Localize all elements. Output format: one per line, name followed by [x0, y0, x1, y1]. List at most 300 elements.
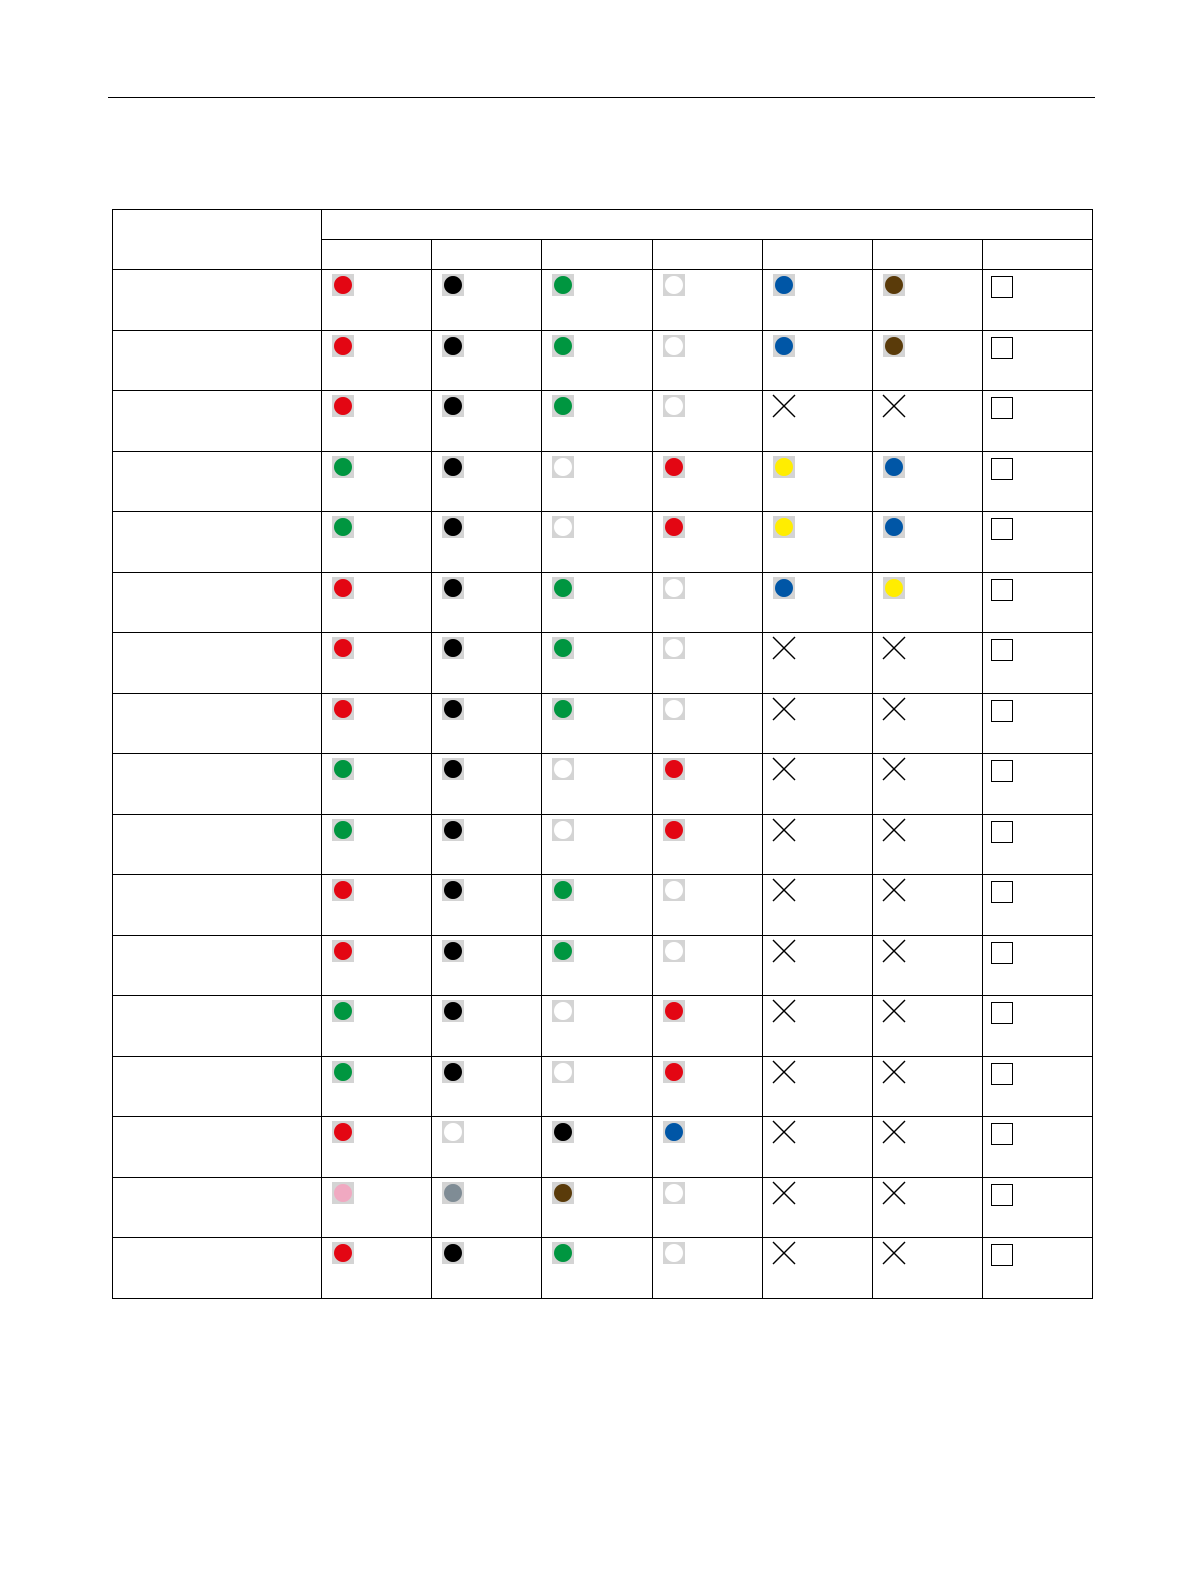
table-cell [542, 391, 652, 452]
black-dot-icon [444, 397, 462, 415]
table-cell [542, 451, 652, 512]
table-cell [652, 1056, 762, 1117]
table-cell[interactable] [982, 330, 1092, 391]
table-cell [872, 391, 982, 452]
white-dot-icon [554, 821, 572, 839]
table-cell [762, 512, 872, 573]
header-group-cell [322, 210, 1093, 240]
red-dot-icon [334, 1244, 352, 1262]
table-row [113, 330, 1093, 391]
blue-dot-icon [665, 1123, 683, 1141]
color-swatch [773, 456, 795, 478]
cross-icon [772, 939, 796, 963]
table-cell [322, 754, 432, 815]
table-cell [872, 572, 982, 633]
table-cell [872, 935, 982, 996]
color-swatch [442, 1121, 464, 1143]
table-cell[interactable] [982, 1117, 1092, 1178]
color-swatch [883, 335, 905, 357]
black-dot-icon [554, 1123, 572, 1141]
color-swatch [552, 940, 574, 962]
checkbox[interactable] [991, 881, 1013, 903]
cross-icon [882, 1120, 906, 1144]
blue-dot-icon [885, 518, 903, 536]
table-cell [542, 754, 652, 815]
green-dot-icon [334, 1063, 352, 1081]
green-dot-icon [554, 1244, 572, 1262]
table-cell [652, 754, 762, 815]
color-swatch [332, 1182, 354, 1204]
white-dot-icon [665, 1184, 683, 1202]
table-cell [872, 754, 982, 815]
color-swatch [663, 637, 685, 659]
table-cell [322, 451, 432, 512]
color-swatch [332, 516, 354, 538]
table-cell [872, 330, 982, 391]
table-cell [322, 633, 432, 694]
table-cell [872, 996, 982, 1057]
table-cell [542, 270, 652, 331]
color-swatch [442, 1061, 464, 1083]
color-swatch [332, 1061, 354, 1083]
red-dot-icon [334, 942, 352, 960]
cross-icon [882, 999, 906, 1023]
color-swatch [442, 1182, 464, 1204]
table-cell [432, 1117, 542, 1178]
black-dot-icon [444, 821, 462, 839]
black-dot-icon [444, 700, 462, 718]
table-cell [432, 572, 542, 633]
table-cell [762, 633, 872, 694]
table-cell[interactable] [982, 512, 1092, 573]
header-col-1 [322, 240, 432, 270]
table-cell [652, 1238, 762, 1299]
table-cell [652, 693, 762, 754]
table-cell [542, 330, 652, 391]
green-dot-icon [554, 579, 572, 597]
table-cell [322, 693, 432, 754]
cross-icon [772, 1181, 796, 1205]
color-swatch [332, 1000, 354, 1022]
table-cell[interactable] [982, 633, 1092, 694]
table-cell [322, 572, 432, 633]
table-cell [322, 1117, 432, 1178]
black-dot-icon [444, 881, 462, 899]
blue-dot-icon [775, 276, 793, 294]
table-cell [432, 935, 542, 996]
table-cell [432, 270, 542, 331]
table-cell [652, 935, 762, 996]
cross-icon [772, 1241, 796, 1265]
table-cell[interactable] [982, 451, 1092, 512]
black-dot-icon [444, 760, 462, 778]
table-cell [762, 996, 872, 1057]
header-col-6 [872, 240, 982, 270]
checkbox[interactable] [991, 639, 1013, 661]
checkbox[interactable] [991, 1244, 1013, 1266]
table-cell [542, 572, 652, 633]
color-swatch [442, 516, 464, 538]
table-row [113, 451, 1093, 512]
checkbox[interactable] [991, 458, 1013, 480]
white-dot-icon [665, 942, 683, 960]
table-cell [542, 633, 652, 694]
table-cell [652, 633, 762, 694]
table-cell [322, 935, 432, 996]
white-dot-icon [665, 579, 683, 597]
checkbox[interactable] [991, 821, 1013, 843]
table-cell [652, 270, 762, 331]
table-cell [432, 996, 542, 1057]
table-cell [542, 875, 652, 936]
table-cell [542, 1056, 652, 1117]
table-cell [542, 935, 652, 996]
red-dot-icon [334, 276, 352, 294]
row-label-cell [113, 512, 322, 573]
color-swatch [552, 698, 574, 720]
white-dot-icon [554, 1063, 572, 1081]
red-dot-icon [334, 397, 352, 415]
color-swatch [332, 758, 354, 780]
brown-dot-icon [885, 276, 903, 294]
checkbox[interactable] [991, 1123, 1013, 1145]
green-dot-icon [334, 458, 352, 476]
table-cell [652, 512, 762, 573]
table-cell [542, 814, 652, 875]
table-row [113, 270, 1093, 331]
color-swatch [552, 335, 574, 357]
cross-icon [882, 939, 906, 963]
table-cell [432, 391, 542, 452]
table-cell [872, 451, 982, 512]
cross-icon [772, 878, 796, 902]
color-swatch [773, 577, 795, 599]
color-swatch [332, 577, 354, 599]
color-swatch [663, 1061, 685, 1083]
grey-dot-icon [444, 1184, 462, 1202]
table-cell [432, 1238, 542, 1299]
table-cell [872, 512, 982, 573]
color-swatch [773, 335, 795, 357]
table-cell [762, 572, 872, 633]
black-dot-icon [444, 276, 462, 294]
red-dot-icon [665, 1063, 683, 1081]
color-swatch [332, 879, 354, 901]
color-swatch [663, 758, 685, 780]
table-cell[interactable] [982, 1177, 1092, 1238]
checkbox[interactable] [991, 518, 1013, 540]
white-dot-icon [665, 881, 683, 899]
table-cell [652, 996, 762, 1057]
table-cell [872, 633, 982, 694]
black-dot-icon [444, 1002, 462, 1020]
color-swatch [332, 395, 354, 417]
table-row [113, 814, 1093, 875]
green-dot-icon [554, 276, 572, 294]
black-dot-icon [444, 337, 462, 355]
checkbox[interactable] [991, 276, 1013, 298]
table-cell [322, 330, 432, 391]
cross-icon [882, 1181, 906, 1205]
row-label-cell [113, 1177, 322, 1238]
table-row [113, 512, 1093, 573]
table-cell [872, 1238, 982, 1299]
table-cell [432, 1056, 542, 1117]
row-label-cell [113, 1238, 322, 1299]
table-cell [762, 693, 872, 754]
checkbox[interactable] [991, 337, 1013, 359]
table-row [113, 875, 1093, 936]
table-cell [652, 875, 762, 936]
pink-dot-icon [334, 1184, 352, 1202]
table-cell [322, 270, 432, 331]
color-swatch [883, 274, 905, 296]
row-label-cell [113, 875, 322, 936]
table-cell[interactable] [982, 996, 1092, 1057]
red-dot-icon [334, 700, 352, 718]
table-cell [542, 1238, 652, 1299]
color-swatch [332, 940, 354, 962]
color-swatch [663, 1242, 685, 1264]
color-swatch [773, 516, 795, 538]
table-cell [652, 814, 762, 875]
table-cell [432, 451, 542, 512]
color-swatch [442, 335, 464, 357]
table-cell [652, 572, 762, 633]
cross-icon [882, 1241, 906, 1265]
white-dot-icon [665, 1244, 683, 1262]
color-swatch [883, 577, 905, 599]
color-swatch [663, 1000, 685, 1022]
red-dot-icon [665, 821, 683, 839]
yellow-dot-icon [885, 579, 903, 597]
table-cell[interactable] [982, 754, 1092, 815]
table-cell [762, 1238, 872, 1299]
table-row [113, 1056, 1093, 1117]
table-cell[interactable] [982, 693, 1092, 754]
checkbox[interactable] [991, 942, 1013, 964]
red-dot-icon [665, 458, 683, 476]
white-dot-icon [444, 1123, 462, 1141]
color-swatch [552, 879, 574, 901]
white-dot-icon [665, 639, 683, 657]
color-swatch [663, 335, 685, 357]
table-row [113, 996, 1093, 1057]
table-cell [872, 875, 982, 936]
color-swatch [552, 1242, 574, 1264]
checkbox[interactable] [991, 760, 1013, 782]
table-row [113, 391, 1093, 452]
table-cell [432, 814, 542, 875]
color-swatch [663, 1182, 685, 1204]
table-cell [652, 330, 762, 391]
color-swatch [552, 1000, 574, 1022]
color-swatch [442, 637, 464, 659]
color-swatch [552, 819, 574, 841]
black-dot-icon [444, 639, 462, 657]
color-swatch [552, 1061, 574, 1083]
blue-dot-icon [775, 579, 793, 597]
color-swatch [552, 516, 574, 538]
black-dot-icon [444, 1244, 462, 1262]
cross-icon [772, 999, 796, 1023]
row-label-cell [113, 693, 322, 754]
table-cell [652, 1177, 762, 1238]
white-dot-icon [554, 458, 572, 476]
row-label-cell [113, 935, 322, 996]
table-cell [872, 814, 982, 875]
table-cell [872, 1177, 982, 1238]
red-dot-icon [334, 337, 352, 355]
table-cell[interactable] [982, 391, 1092, 452]
color-swatch [332, 274, 354, 296]
header-col-4 [652, 240, 762, 270]
color-swatch [552, 637, 574, 659]
table-cell [432, 633, 542, 694]
red-dot-icon [334, 881, 352, 899]
table-cell[interactable] [982, 572, 1092, 633]
color-swatch [663, 274, 685, 296]
color-swatch [883, 516, 905, 538]
row-label-cell [113, 814, 322, 875]
checkbox[interactable] [991, 1184, 1013, 1206]
table-cell [762, 935, 872, 996]
table-cell [542, 512, 652, 573]
row-label-cell [113, 572, 322, 633]
brown-dot-icon [554, 1184, 572, 1202]
table-cell [432, 693, 542, 754]
header-col-3 [542, 240, 652, 270]
color-swatch [552, 577, 574, 599]
table-cell[interactable] [982, 270, 1092, 331]
table-cell[interactable] [982, 1056, 1092, 1117]
table-cell [542, 693, 652, 754]
table-cell [872, 693, 982, 754]
white-dot-icon [665, 397, 683, 415]
checkbox[interactable] [991, 397, 1013, 419]
green-dot-icon [334, 821, 352, 839]
table-cell [432, 512, 542, 573]
color-swatch [442, 879, 464, 901]
color-swatch [552, 274, 574, 296]
table-cell [872, 1056, 982, 1117]
color-swatch [663, 395, 685, 417]
color-swatch [552, 395, 574, 417]
green-dot-icon [334, 760, 352, 778]
table-row [113, 935, 1093, 996]
checkbox[interactable] [991, 1002, 1013, 1024]
cross-icon [772, 394, 796, 418]
color-swatch [332, 819, 354, 841]
white-dot-icon [665, 276, 683, 294]
blue-dot-icon [885, 458, 903, 476]
color-swatch [552, 1121, 574, 1143]
green-dot-icon [554, 397, 572, 415]
red-dot-icon [334, 579, 352, 597]
table-cell[interactable] [982, 935, 1092, 996]
red-dot-icon [334, 1123, 352, 1141]
table-row [113, 1117, 1093, 1178]
color-swatch [442, 274, 464, 296]
table-cell [542, 996, 652, 1057]
table-cell [762, 1117, 872, 1178]
cross-icon [882, 878, 906, 902]
white-dot-icon [554, 760, 572, 778]
row-label-cell [113, 270, 322, 331]
color-swatch [552, 456, 574, 478]
table-cell [872, 270, 982, 331]
table-cell [652, 451, 762, 512]
color-swatch [663, 456, 685, 478]
black-dot-icon [444, 1063, 462, 1081]
color-swatch [663, 1121, 685, 1143]
red-dot-icon [665, 760, 683, 778]
checkbox[interactable] [991, 579, 1013, 601]
row-label-cell [113, 754, 322, 815]
table-cell [432, 330, 542, 391]
table-cell [762, 875, 872, 936]
row-label-cell [113, 1117, 322, 1178]
table-row [113, 633, 1093, 694]
white-dot-icon [554, 518, 572, 536]
color-swatch [442, 940, 464, 962]
table-cell [322, 996, 432, 1057]
row-label-cell [113, 451, 322, 512]
green-dot-icon [334, 1002, 352, 1020]
table-cell[interactable] [982, 1238, 1092, 1299]
table-row [113, 754, 1093, 815]
table-cell [322, 814, 432, 875]
color-swatch [332, 637, 354, 659]
row-label-cell [113, 633, 322, 694]
red-dot-icon [665, 1002, 683, 1020]
table-cell [652, 391, 762, 452]
table-cell[interactable] [982, 875, 1092, 936]
yellow-dot-icon [775, 458, 793, 476]
table-cell [652, 1117, 762, 1178]
table-cell [762, 1177, 872, 1238]
header-rule [108, 97, 1095, 98]
brown-dot-icon [885, 337, 903, 355]
blue-dot-icon [775, 337, 793, 355]
row-label-cell [113, 996, 322, 1057]
color-swatch [552, 758, 574, 780]
table-cell[interactable] [982, 814, 1092, 875]
checkbox[interactable] [991, 700, 1013, 722]
table-cell [762, 754, 872, 815]
header-label-cell [113, 210, 322, 270]
color-swatch [663, 879, 685, 901]
red-dot-icon [334, 639, 352, 657]
header-col-7 [982, 240, 1092, 270]
green-dot-icon [554, 639, 572, 657]
black-dot-icon [444, 458, 462, 476]
color-swatch [442, 698, 464, 720]
white-dot-icon [554, 1002, 572, 1020]
table-cell [762, 391, 872, 452]
row-label-cell [113, 330, 322, 391]
cross-icon [882, 636, 906, 660]
cross-icon [772, 697, 796, 721]
table-cell [432, 875, 542, 936]
color-swatch [552, 1182, 574, 1204]
cross-icon [772, 1060, 796, 1084]
green-dot-icon [554, 881, 572, 899]
cross-icon [882, 757, 906, 781]
checkbox[interactable] [991, 1063, 1013, 1085]
table-cell [762, 1056, 872, 1117]
color-swatch [332, 456, 354, 478]
